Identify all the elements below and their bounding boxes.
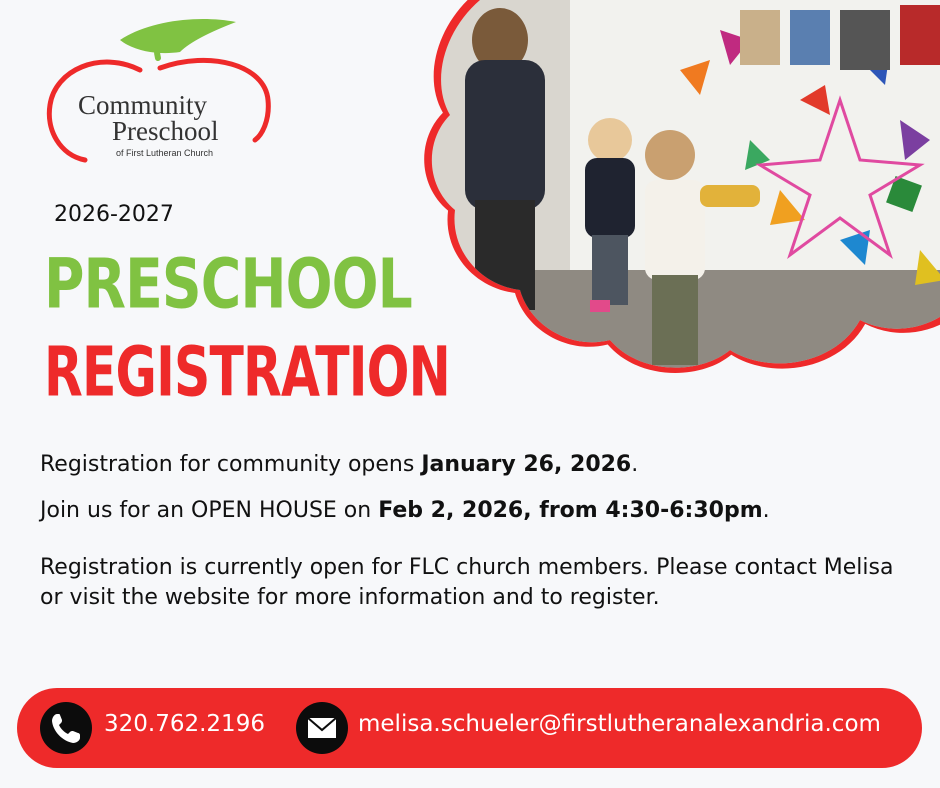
open-house-date: Feb 2, 2026, from 4:30-6:30pm xyxy=(378,498,763,523)
info-paragraph: Registration is currently open for FLC church members. Please contact Melisa or visit the website for more information and to register. xyxy=(40,555,894,610)
open-house-line xyxy=(40,498,770,523)
registration-open-line xyxy=(40,452,638,477)
logo-line1: Community xyxy=(78,90,208,120)
open-house-text: Join us for an OPEN HOUSE on xyxy=(40,498,379,523)
title-registration: REGISTRATION xyxy=(44,332,451,413)
classroom-photo xyxy=(420,0,940,390)
registration-open-date: January 26, 2026 xyxy=(421,452,632,477)
registration-open-period: . xyxy=(631,452,639,477)
logo-line3: of First Lutheran Church xyxy=(116,148,214,158)
logo-line2: Preschool xyxy=(112,116,219,146)
title-preschool: PRESCHOOL xyxy=(44,244,412,325)
school-year: 2026-2027 xyxy=(54,202,174,227)
envelope-icon xyxy=(296,702,348,754)
email-address[interactable]: melisa.schueler@firstlutheranalexandria.com xyxy=(358,711,881,737)
open-house-period: . xyxy=(762,498,770,523)
registration-open-text: Registration for community opens xyxy=(40,452,422,477)
phone-number[interactable]: 320.762.2196 xyxy=(104,711,265,737)
phone-icon xyxy=(40,702,92,754)
